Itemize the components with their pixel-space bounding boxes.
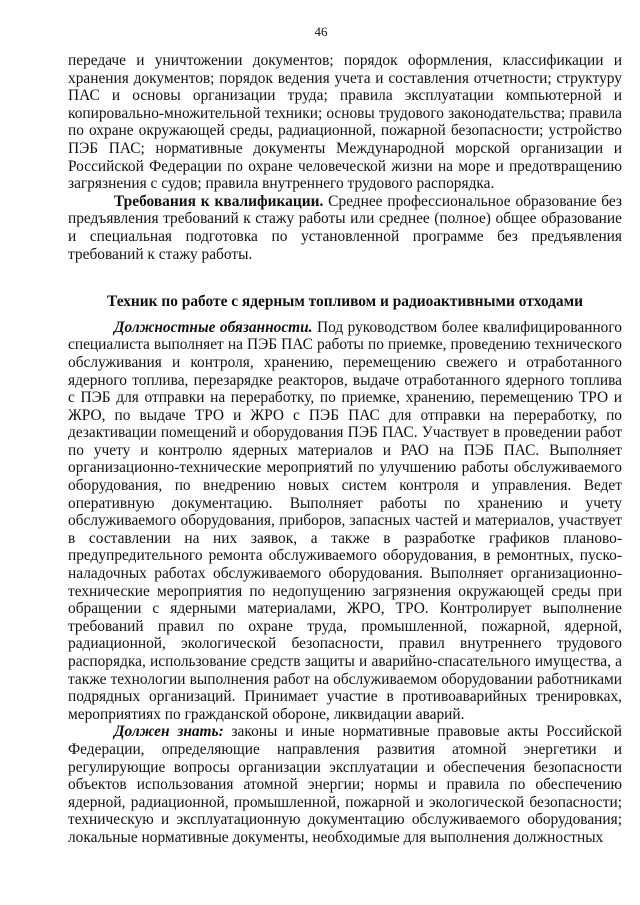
paragraph-qualification: [68, 193, 622, 263]
paragraph-duties: [68, 319, 622, 724]
paragraph-continued-knowledge: передаче и уничтожении документов; порядок оформления, классификации и хранения документов; порядок ведения учета и составления отчетности; структуру ПАС и основы организации труда; правила эксплуатации компьютерной и копировально-множительной техники; основы трудового законодательства; правила по охране окружающей среды, радиационной, пожарной безопасности; устройство ПЭБ ПАС; нормативные документы Международной морской организации и Российской Федерации по охране человеческой жизни на море и предотвращению загрязнения с судов; правила внутреннего трудового распорядка.: [68, 52, 622, 193]
duties-heading: Должностные обязанности.: [114, 318, 313, 336]
must-know-heading: Должен знать:: [114, 723, 224, 741]
paragraph-must-know: [68, 723, 622, 846]
qualification-text: Среднее профессиональное образование без предъявления требований к стажу работы или среднее (полное) общее образование и специальная подготовка по установленной программе без предъявления требований к стажу работы.: [68, 192, 622, 263]
section-title: Техник по работе с ядерным топливом и радиоактивными отходами: [107, 293, 583, 311]
page-number: 46: [314, 24, 328, 39]
must-know-text: законы и иные нормативные правовые акты Российской Федерации, определяющие направления развития атомной энергетики и регулирующие вопросы организации эксплуатации и обеспечения безопасности объектов использования атомной энергии; нормы и правила по обеспечению ядерной, радиационной, промышленной, пожарной и экологической безопасности; техническую и эксплуатационную документацию обслуживаемого оборудования; локальные нормативные документы, необходимые для выполнения должностных: [68, 723, 622, 846]
qualification-heading: Требования к квалификации.: [114, 192, 324, 210]
duties-text: Под руководством более квалифицированного специалиста выполняет на ПЭБ ПАС работы по приемке, проведению технического обслуживания и контроля, хранению, перемещению свежего и отработанного ядерного топлива, перезарядке реакторов, выдаче отработанного ядерного топлива с ПЭБ для отправки на переработку, по приемке, хранению, перемещению ТРО и ЖРО, по выдаче ТРО и ЖРО с ПЭБ ПАС для отправки на переработку, по дезактивации помещений и оборудования ПЭБ ПАС. Участвует в проведении работ по учету и контролю ядерных материалов и РАО на ПЭБ ПАС. Выполняет организационно-технические мероприятий по улучшению работы обслуживаемого оборудования, по внедрению новых систем контроля и управления. Ведет оперативную документацию. Выполняет работы по хранению и учету обслуживаемого оборудования, приборов, запасных частей и материалов, участвует в составлении на них заявок, а также в разработке графиков планово-предупредительного ремонта обслуживаемого оборудования, в ремонтных, пуско-наладочных работах обслуживаемого оборудования. Выполняет организационно-технические мероприятия по недопущению загрязнения окружающей среды при обращении с ядерными материалами, ЖРО, ТРО. Контролирует выполнение требований правил по охране труда, промышленной, пожарной, ядерной, радиационной, экологической безопасности, правил внутреннего трудового распорядка, использование средств защиты и аварийно-спасательного имущества, а также технологии выполнения работ на обслуживаемом оборудовании работниками подрядных организаций. Принимает участие в противоаварийных тренировках, мероприятиях по гражданской обороне, ликвидации аварий.: [68, 318, 623, 723]
